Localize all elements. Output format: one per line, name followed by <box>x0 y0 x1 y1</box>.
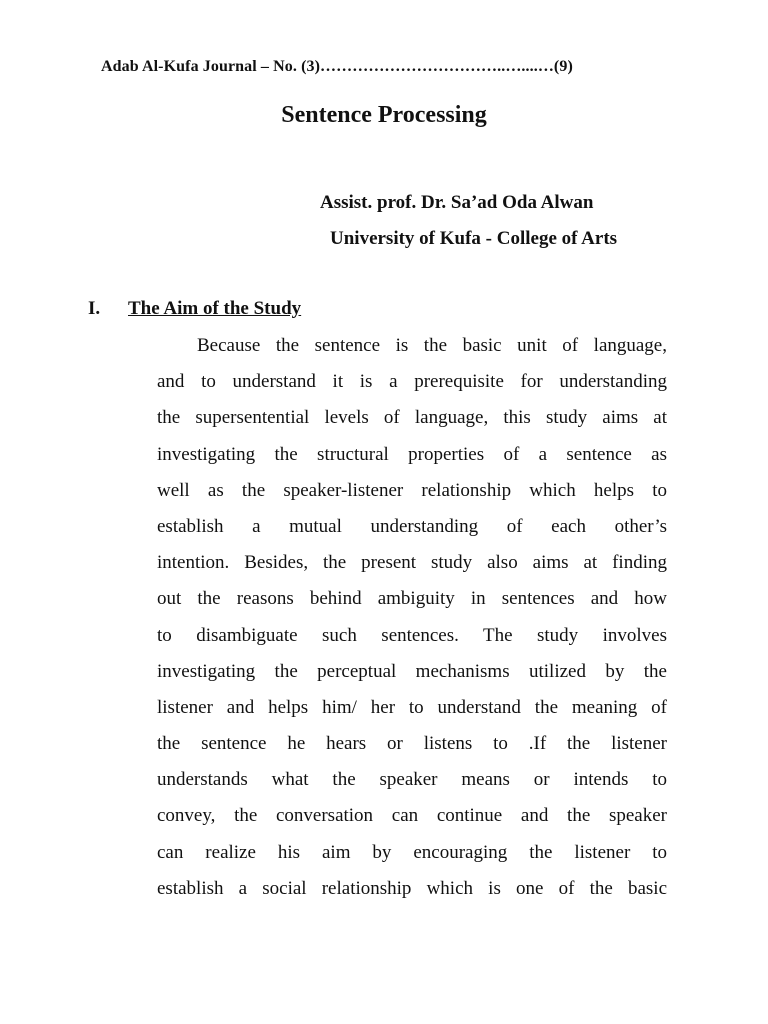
paragraph-line: establish a mutual understanding of each other’s <box>157 515 667 537</box>
paragraph-line: investigating the structural properties of a sentence as <box>157 443 667 465</box>
paragraph-line: Because the sentence is the basic unit of language, <box>197 335 667 356</box>
paragraph-line: intention. Besides, the present study also aims at finding <box>157 552 667 574</box>
paragraph-line: convey, the conversation can continue and the speaker <box>157 805 667 827</box>
paragraph-line: establish a social relationship which is one of the basic <box>157 877 667 899</box>
running-header: Adab Al-Kufa Journal – No. (3)……………………………..…....…(9) <box>101 58 573 75</box>
section-number: I. <box>88 298 101 319</box>
paragraph-line: can realize his aim by encouraging the listener to <box>157 841 667 863</box>
section-heading: The Aim of the Study <box>128 298 302 319</box>
paragraph-line: to disambiguate such sentences. The study involves <box>157 624 667 646</box>
paragraph-line: the sentence he hears or listens to .If the listener <box>157 733 667 755</box>
body-paragraph <box>157 332 667 911</box>
paragraph-line: out the reasons behind ambiguity in sentences and how <box>157 588 667 610</box>
paragraph-line: the supersentential levels of language, this study aims at <box>157 407 667 429</box>
paragraph-line: well as the speaker-listener relationship which helps to <box>157 479 667 501</box>
author-name: Assist. prof. Dr. Sa’ad Oda Alwan <box>320 192 594 213</box>
author-affiliation: University of Kufa - College of Arts <box>330 228 618 249</box>
paragraph-line: listener and helps him/ her to understand the meaning of <box>157 696 667 718</box>
paragraph-line: investigating the perceptual mechanisms utilized by the <box>157 660 667 682</box>
paragraph-line: and to understand it is a prerequisite for understanding <box>157 371 667 393</box>
article-title: Sentence Processing <box>281 102 487 128</box>
paragraph-line: understands what the speaker means or intends to <box>157 769 667 791</box>
